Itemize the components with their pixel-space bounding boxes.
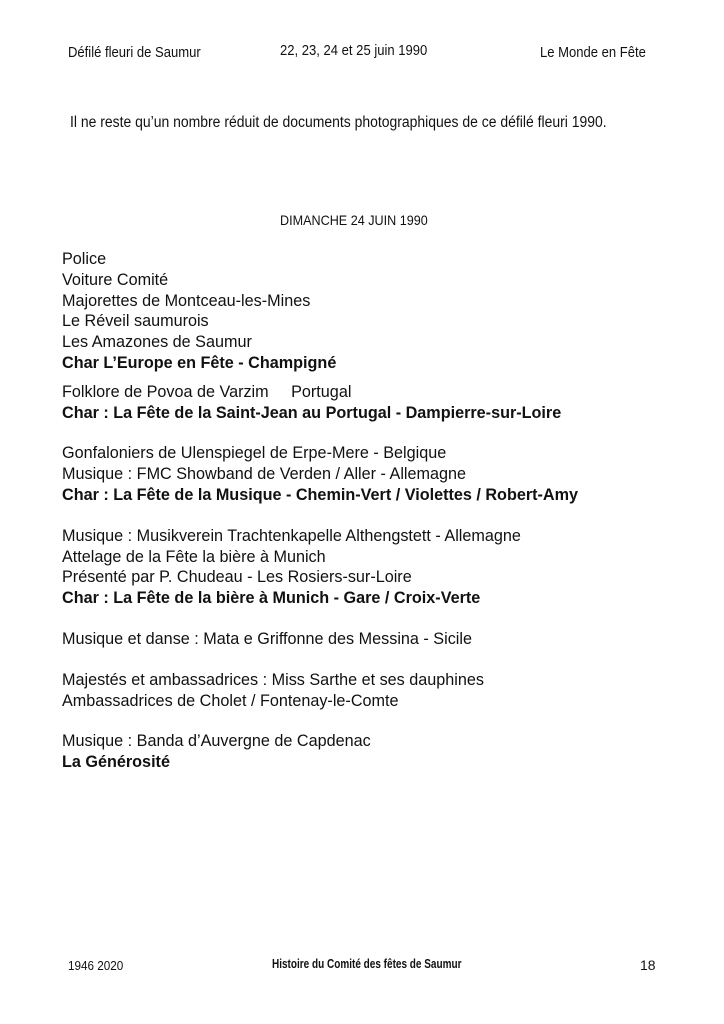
program-group-7 <box>62 731 702 773</box>
program-line: Musique : Banda d’Auvergne de Capdenac <box>62 732 371 751</box>
program-line: Gonfaloniers de Ulenspiegel de Erpe-Mere - Belgique <box>62 444 447 463</box>
program-group-1 <box>62 249 702 374</box>
program-line: Majestés et ambassadrices : Miss Sarthe et ses dauphines <box>62 670 484 689</box>
program-group-4 <box>62 526 702 609</box>
float-line: Char L’Europe en Fête - Champigné <box>62 353 337 372</box>
program-line: Majorettes de Montceau-les-Mines <box>62 291 311 310</box>
float-line: Char : La Fête de la Musique - Chemin-Vert / Violettes / Robert-Amy <box>62 485 578 504</box>
page-number: 18 <box>640 957 656 973</box>
footer-years: 1946 2020 <box>68 958 124 973</box>
header-title: Défilé fleuri de Saumur <box>68 45 201 61</box>
program-line: Police <box>62 250 107 268</box>
program-line: Voiture Comité <box>62 270 169 289</box>
bleed-through-reflection <box>62 986 662 1024</box>
parade-program <box>62 249 702 773</box>
program-group-3 <box>62 443 702 505</box>
program-line: Folklore de Povoa de Varzim Portugal <box>62 382 352 401</box>
program-line: Les Amazones de Saumur <box>62 333 252 352</box>
footer-title: Histoire du Comité des fêtes de Saumur <box>272 957 462 971</box>
program-line: Musique : Musikverein Trachtenkapelle Althengstett - Allemagne <box>62 526 521 545</box>
float-line: Char : La Fête de la Saint-Jean au Portugal - Dampierre-sur-Loire <box>62 403 562 422</box>
program-group-2 <box>62 382 702 424</box>
date-heading: DIMANCHE 24 JUIN 1990 <box>280 212 428 228</box>
float-line: Char : La Fête de la bière à Munich - Gare / Croix-Verte <box>62 589 481 608</box>
program-line: Le Réveil saumurois <box>62 312 209 331</box>
intro-text: Il ne reste qu’un nombre réduit de documents photographiques de ce défilé fleuri 1990. <box>70 114 607 131</box>
program-group-5 <box>62 629 702 650</box>
float-line: La Générosité <box>62 753 170 772</box>
header-theme: Le Monde en Fête <box>540 45 646 61</box>
program-line: Musique et danse : Mata e Griffonne des Messina - Sicile <box>62 629 472 648</box>
program-line: Attelage de la Fête la bière à Munich <box>62 547 326 566</box>
program-line: Ambassadrices de Cholet / Fontenay-le-Comte <box>62 691 399 710</box>
header-dates: 22, 23, 24 et 25 juin 1990 <box>280 43 428 59</box>
program-line: Présenté par P. Chudeau - Les Rosiers-sur-Loire <box>62 568 412 587</box>
program-line: Musique : FMC Showband de Verden / Aller - Allemagne <box>62 465 467 484</box>
program-group-6 <box>62 670 702 712</box>
